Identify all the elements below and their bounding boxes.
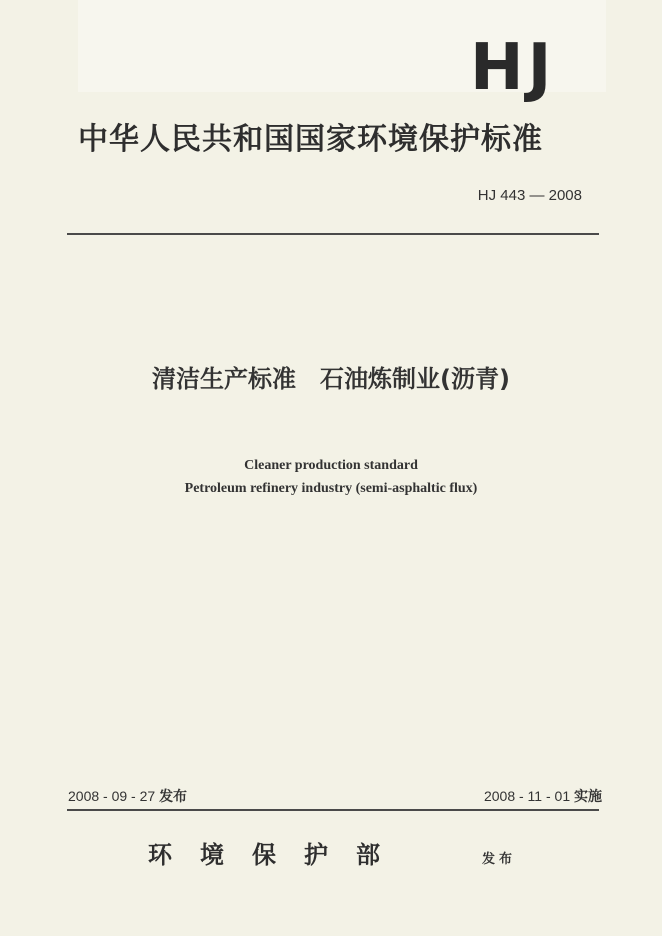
implement-date-label: 实施 bbox=[574, 789, 602, 805]
bottom-divider bbox=[67, 809, 599, 811]
issue-date-value: 2008 - 09 - 27 bbox=[68, 788, 156, 804]
issue-date bbox=[68, 786, 187, 806]
english-title-line2: Petroleum refinery industry (semi-asphaltic flux) bbox=[184, 481, 478, 496]
issue-date-label: 发布 bbox=[159, 789, 188, 805]
org-title: 中华人民共和国国家环境保护标准 bbox=[78, 122, 543, 157]
issuer-name: 环境保护部 bbox=[148, 841, 408, 869]
implement-date-value: 2008 - 11 - 01 bbox=[483, 788, 571, 804]
issuer-suffix: 发布 bbox=[482, 852, 517, 867]
top-divider bbox=[67, 233, 599, 235]
chinese-title: 清洁生产标准 石油炼制业(沥青) bbox=[152, 365, 510, 393]
hj-logo: HJ bbox=[470, 31, 556, 105]
english-title-line1: Cleaner production standard bbox=[244, 458, 418, 473]
implement-date bbox=[484, 786, 602, 806]
standard-number: HJ 443 — 2008 bbox=[477, 187, 582, 204]
